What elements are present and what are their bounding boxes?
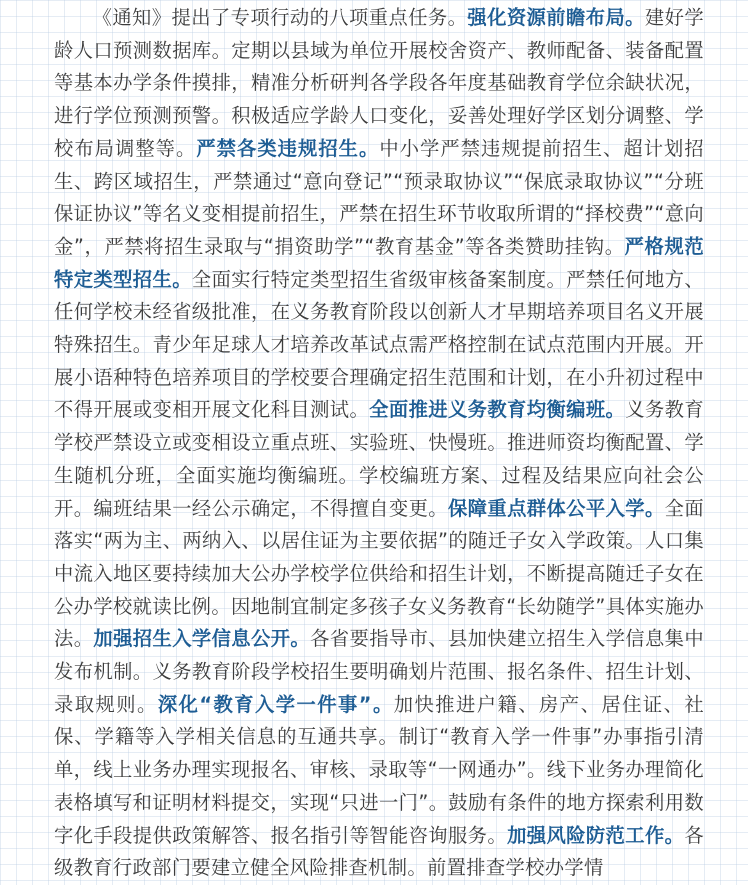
body-text: 全面实行特定类型招生省级审核备案制度。严禁任何地方、任何学校未经省级批准，在义务教育阶段以创新人才早期培养项目名义开展特殊招生。青少年足球人才培养改革试点需严格控制在试点范围内开展。开展小语种特色培养项目的学校要合理确定招生范围和计划，在小升初过程中不得开展或变相开展文化科目测试。 [54,267,704,422]
article-body [54,0,704,885]
body-text: 加快推进户籍、房产、居住证、社保、学籍等入学相关信息的互通共享。制订“教育入学一件事”办事指引清单，线上业务办理实现报名、审核、录取等“一网通办”。线下业务办理简化表格填写和证明材料提交，实现“只进一门”。鼓励有条件的地方探索利用数字化手段提供政策解答、报名指引等智能咨询服务。 [54,692,705,847]
body-text: 各级教育行政部门要建立健全风险排查机制。前置排查学校办学情 [54,823,704,880]
body-text: 义务教育学校严禁设立或变相设立重点班、实验班、快慢班。推进师资均衡配置、学生随机分班，全面实施均衡编班。学校编班方案、过程及结果应向社会公开。编班结果一经公示确定，不得擅自变更。 [54,398,704,520]
body-text: 各省要指导市、县加快建立招生入学信息集中发布机制。义务教育阶段学校招生要明确划片范围、报名条件、招生计划、录取规则。 [54,627,704,716]
section-heading: 加强风险防范工作。 [507,823,685,847]
body-text: 全面落实“两为主、两纳入、以居住证为主要依据”的随迁子女入学政策。人口集中流入地区要持续加大公办学校学位供给和招生计划，不断提高随迁子女在公办学校就读比例。因地制宜制定多孩子女义务教育“长幼随学”具体实施办法。 [54,496,705,651]
section-heading: 严格规范特定类型招生。 [54,234,705,291]
section-heading: 保障重点群体公平入学。 [447,496,665,520]
body-text: 中小学严禁违规提前招生、超计划招生、跨区域招生，严禁通过“意向登记”“预录取协议”“保底录取协议”“分班保证协议”等名义变相提前招生，严禁在招生环节收取所谓的“择校费”“意向金”，严禁将招生录取与“捐资助学”“教育基金”等各类赞助挂钩。 [54,136,704,258]
section-heading: 严禁各类违规招生。 [196,136,380,160]
section-heading: 强化资源前瞻布局。 [467,6,645,29]
section-heading: 全面推进义务教育均衡编班。 [369,398,626,422]
section-heading: 深化“教育入学一件事”。 [157,692,394,716]
article-paragraph [54,0,704,885]
body-text: 建好学龄人口预测数据库。定期以县域为单位开展校舍资产、教师配备、装备配置等基本办学条件摸排，精准分析研判各学段各年度基础教育学位余缺状况，进行学位预测预警。积极适应学龄人口变化，妥善处理好学区划分调整、学校布局调整等。 [54,6,704,160]
section-heading: 加强招生入学信息公开。 [93,627,311,651]
body-text: 《通知》提出了专项行动的八项重点任务。 [92,6,468,29]
